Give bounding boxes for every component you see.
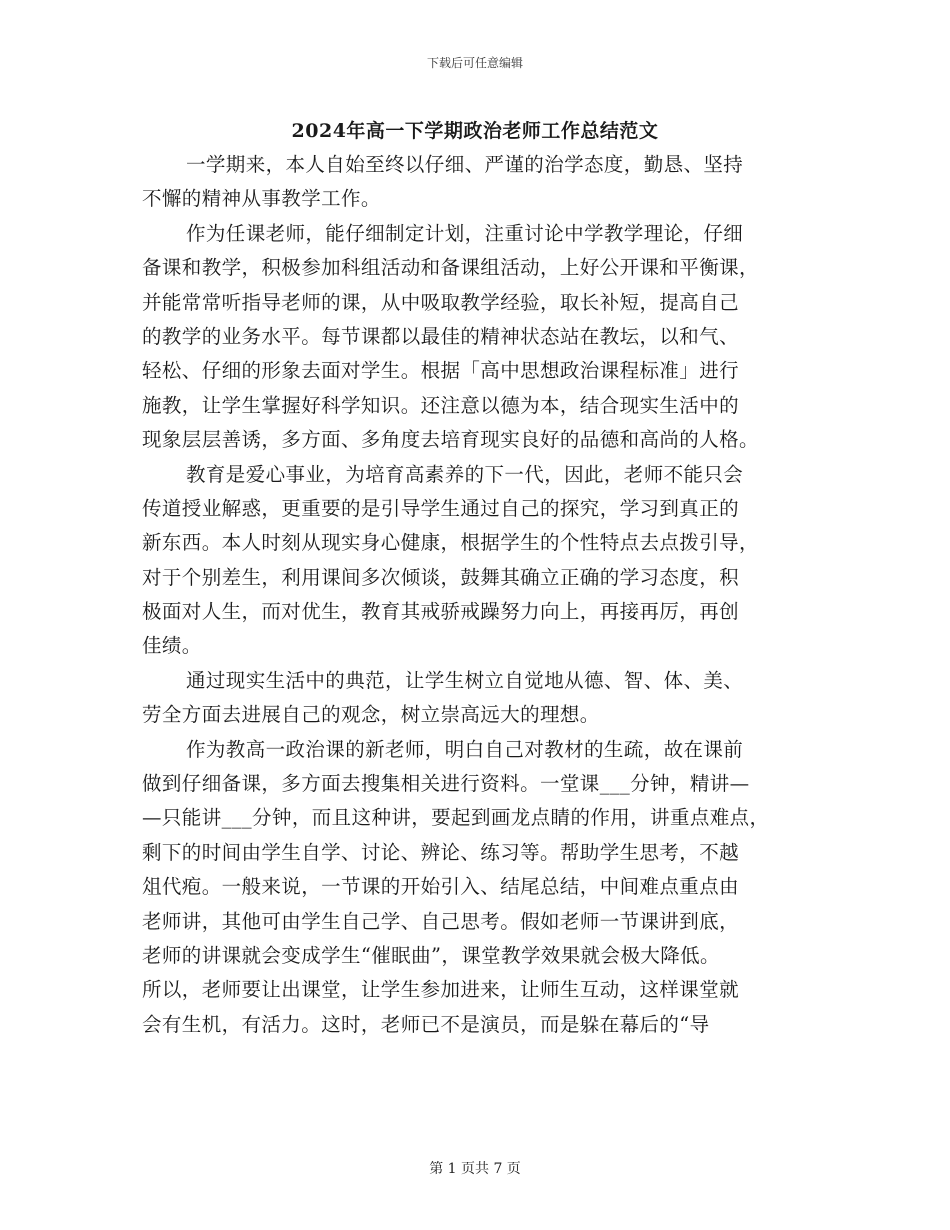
text-line: 教育是爱心事业，为培育高素养的下一代，因此，老师不能只会 <box>186 462 744 486</box>
text-line: 劳全方面去进展自己的观念，树立崇高远大的理想。 <box>142 703 600 727</box>
text-line: 做到仔细备课，多方面去搜集相关进行资料。一堂课___分钟，精讲— <box>142 772 750 796</box>
text-line: 会有生机，有活力。这时，老师已不是演员，而是躲在幕后的“导 <box>142 1012 710 1036</box>
text-line: 并能常常听指导老师的课，从中吸取教学经验，取长补短，提高自己 <box>142 290 740 314</box>
text-line: —只能讲___分钟，而且这种讲，要起到画龙点睛的作用，讲重点难点， <box>142 806 770 830</box>
header-note: 下载后可任意编辑 <box>426 56 523 70</box>
text-line: 所以，老师要让出课堂，让学生参加进来，让师生互动，这样课堂就 <box>142 978 740 1002</box>
text-line: 对于个别差生，利用课间多次倾谈，鼓舞其确立正确的学习态度，积 <box>142 565 740 589</box>
text-line: 通过现实生活中的典范，让学生树立自觉地从德、智、体、美、 <box>186 668 744 692</box>
text-line: 极面对人生，而对优生，教育其戒骄戒躁努力向上，再接再厉，再创 <box>142 600 740 624</box>
text-line: 俎代疱。一般来说，一节课的开始引入、结尾总结，中间难点重点由 <box>142 875 740 899</box>
text-line: 备课和教学，积极参加科组活动和备课组活动，上好公开课和平衡课， <box>142 256 759 280</box>
text-line: 不懈的精神从事教学工作。 <box>142 187 381 211</box>
text-line: 一学期来，本人自始至终以仔细、严谨的治学态度，勤恳、坚持 <box>186 153 744 176</box>
text-line: 剩下的时间由学生自学、讨论、辨论、练习等。帮助学生思考，不越 <box>142 840 740 864</box>
text-line: 老师的讲课就会变成学生“催眠曲”，课堂教学效果就会极大降低。 <box>142 943 720 967</box>
text-line: 的教学的业务水平。每节课都以最佳的精神状态站在教坛，以和气、 <box>142 324 740 348</box>
text-line: 现象层层善诱，多方面、多角度去培育现实良好的品德和高尚的人格。 <box>142 428 759 452</box>
text-line: 施教，让学生掌握好科学知识。还注意以德为本，结合现实生活中的 <box>142 393 740 417</box>
text-line: 新东西。本人时刻从现实身心健康，根据学生的个性特点去点拨引导， <box>142 531 759 555</box>
text-line: 作为教高一政治课的新老师，明白自己对教材的生疏，故在课前 <box>186 737 744 761</box>
text-line: 作为任课老师，能仔细制定计划，注重讨论中学教学理论，仔细 <box>186 221 744 245</box>
text-line: 传道授业解惑，更重要的是引导学生通过自己的探究，学习到真正的 <box>142 496 740 520</box>
page-footer: 第 1 页共 7 页 <box>429 1161 521 1177</box>
text-line: 老师讲，其他可由学生自己学、自己思考。假如老师一节课讲到底， <box>142 909 740 933</box>
document-title: 2024年高一下学期政治老师工作总结范文 <box>291 120 659 142</box>
text-line: 佳绩。 <box>142 634 202 658</box>
text-line: 轻松、仔细的形象去面对学生。根据「高中思想政治课程标准」进行 <box>142 359 740 383</box>
document-body <box>142 148 817 1042</box>
